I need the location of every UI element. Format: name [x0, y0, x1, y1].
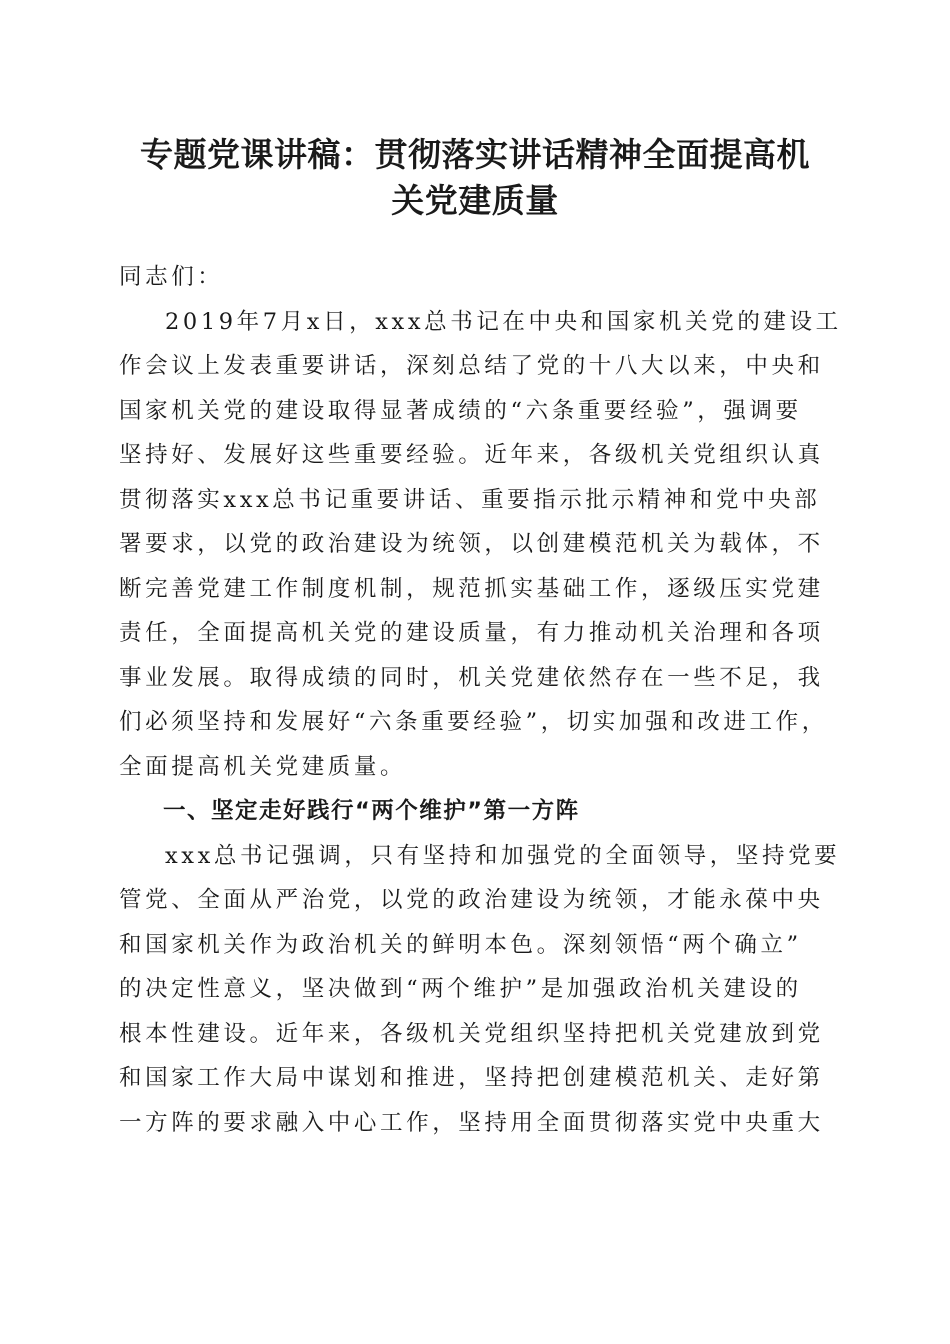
- section-heading: 一、坚定走好践行“两个维护”第一方阵: [163, 798, 580, 824]
- paragraph-line: 署要求，以党的政治建设为统领，以创建模范机关为载体，不: [119, 531, 824, 557]
- title-line-2: 关党建质量: [391, 181, 559, 220]
- document-title: [100, 132, 850, 224]
- paragraph-line: xxx总书记强调，只有坚持和加强党的全面领导，坚持党要: [165, 842, 841, 869]
- paragraph-line: 全面提高机关党建质量。: [119, 753, 407, 780]
- paragraph-line: 管党、全面从严治党，以党的政治建设为统领，才能永葆中央: [119, 887, 824, 913]
- paragraph-1: [119, 300, 842, 790]
- title-line-1: 专题党课讲稿：贯彻落实讲话精神全面提高机: [140, 135, 810, 174]
- paragraph-line: 责任，全面提高机关党的建设质量，有力推动机关治理和各项: [119, 620, 824, 646]
- document-body: [119, 255, 842, 1145]
- paragraph-line: 们必须坚持和发展好“六条重要经验”，切实加强和改进工作，: [119, 709, 828, 735]
- salutation: 同志们：: [119, 264, 224, 290]
- paragraph-line: 2019年7月x日，xxx总书记在中央和国家机关党的建设工: [165, 308, 842, 335]
- paragraph-line: 的决定性意义，坚决做到“两个维护”是加强政治机关建设的: [119, 976, 802, 1002]
- paragraph-line: 一方阵的要求融入中心工作，坚持用全面贯彻落实党中央重大: [119, 1109, 824, 1136]
- paragraph-line: 事业发展。取得成绩的同时，机关党建依然存在一些不足，我: [119, 664, 824, 691]
- paragraph-line: 坚持好、发展好这些重要经验。近年来，各级机关党组织认真: [119, 442, 824, 468]
- paragraph-line: 作会议上发表重要讲话，深刻总结了党的十八大以来，中央和: [119, 353, 824, 379]
- paragraph-line: 贯彻落实xxx总书记重要讲话、重要指示批示精神和党中央部: [119, 486, 821, 513]
- paragraph-2: [119, 834, 841, 1146]
- paragraph-line: 和国家工作大局中谋划和推进，坚持把创建模范机关、走好第: [119, 1065, 824, 1091]
- paragraph-line: 和国家机关作为政治机关的鲜明本色。深刻领悟“两个确立”: [119, 931, 802, 958]
- paragraph-line: 断完善党建工作制度机制，规范抓实基础工作，逐级压实党建: [119, 575, 824, 602]
- paragraph-line: 国家机关党的建设取得显著成绩的“六条重要经验”，强调要: [119, 397, 802, 424]
- paragraph-line: 根本性建设。近年来，各级机关党组织坚持把机关党建放到党: [119, 1020, 824, 1047]
